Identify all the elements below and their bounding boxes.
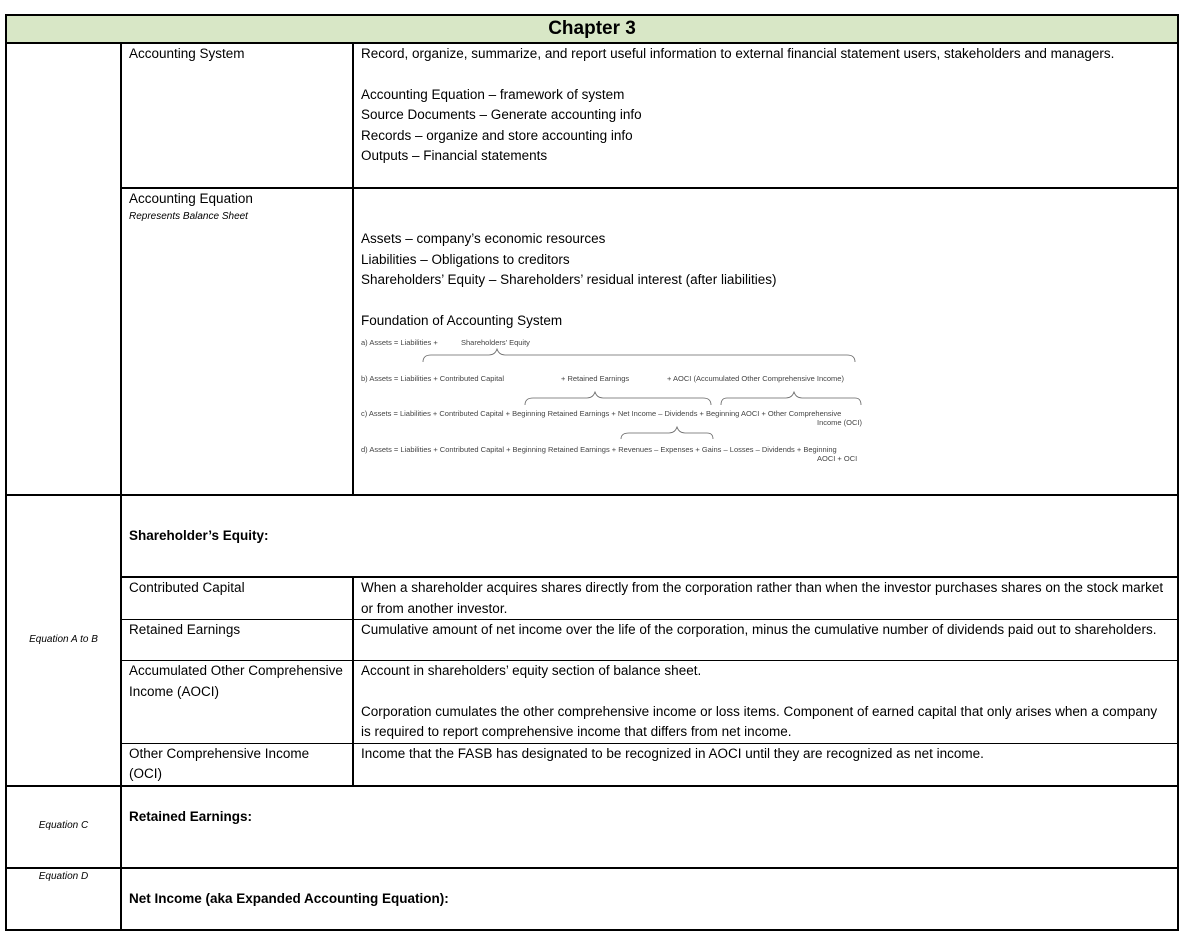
retained-earnings-heading-cell xyxy=(121,786,1178,868)
chapter-title: Chapter 3 xyxy=(6,15,1178,43)
diagram-line-d: d) Assets = Liabilities + Contributed Capital + Beginning Retained Earnings + Revenues – Expenses + Gains – Losses – Dividends + Beginning xyxy=(361,445,837,454)
retained-earnings-heading: Retained Earnings: xyxy=(129,808,253,824)
diagram-line-c-tail: Income (OCI) xyxy=(817,418,863,427)
diagram-line-c: c) Assets = Liabilities + Contributed Capital + Beginning Retained Earnings + Net Income – Dividends + Beginning AOCI + Other Comprehensive xyxy=(361,409,842,418)
system-component-item: Records – organize and store accounting info xyxy=(361,127,633,143)
accounting-system-description: Record, organize, summarize, and report useful information to external financial statement users, stakeholders and managers. xyxy=(361,46,1115,61)
system-component-item: Accounting Equation – framework of system xyxy=(361,86,625,102)
diagram-brace-retained-earnings xyxy=(525,392,711,405)
aoci-term: Accumulated Other Comprehensive Income (AOCI) xyxy=(121,661,353,744)
foundation-heading: Foundation of Accounting System xyxy=(361,312,563,328)
system-component-item: Outputs – Financial statements xyxy=(361,148,548,163)
diagram-line-d-tail: AOCI + OCI xyxy=(817,454,858,463)
diagram-brace-net-income xyxy=(621,427,713,439)
diagram-brace-equity xyxy=(423,349,855,362)
net-income-heading-cell xyxy=(121,868,1178,930)
aoci-definition xyxy=(353,661,1178,744)
accounting-equation-diagram xyxy=(361,335,881,470)
accounting-equation-subtitle: Represents Balance Sheet xyxy=(129,210,248,222)
equation-element-item: Liabilities – Obligations to creditors xyxy=(361,251,570,267)
aoci-definition-line: Account in shareholders’ equity section of balance sheet. xyxy=(361,663,702,678)
shareholders-equity-heading-cell xyxy=(121,495,1178,577)
blank-side-cell xyxy=(6,43,121,495)
diagram-line-b: b) Assets = Liabilities + Contributed Capital xyxy=(361,374,504,383)
shareholders-equity-heading: Shareholder’s Equity: xyxy=(129,527,269,543)
accounting-system-term: Accounting System xyxy=(121,43,353,188)
side-label-equation-a-to-b: Equation A to B xyxy=(6,495,121,786)
diagram-line-b-aoci: + AOCI (Accumulated Other Comprehensive Income) xyxy=(667,374,844,383)
oci-term: Other Comprehensive Income (OCI) xyxy=(121,743,353,786)
retained-earnings-term: Retained Earnings xyxy=(121,620,353,661)
notes-sheet xyxy=(5,14,1177,931)
diagram-line-a: a) Assets = Liabilities + xyxy=(361,338,438,347)
contributed-capital-definition: When a shareholder acquires shares directly from the corporation rather than when the investor purchases shares on the stock market or from another investor. xyxy=(353,577,1178,620)
notes-table xyxy=(5,14,1179,931)
oci-definition: Income that the FASB has designated to be recognized in AOCI until they are recognized as net income. xyxy=(353,743,1178,786)
contributed-capital-term: Contributed Capital xyxy=(121,577,353,620)
diagram-brace-aoci xyxy=(721,392,861,405)
side-label-equation-c: Equation C xyxy=(6,786,121,868)
equation-element-item: Assets – company’s economic resources xyxy=(361,231,606,246)
diagram-line-b-re: + Retained Earnings xyxy=(561,374,630,383)
retained-earnings-definition: Cumulative amount of net income over the life of the corporation, minus the cumulative number of dividends paid out to shareholders. xyxy=(353,620,1178,661)
side-label-equation-d: Equation D xyxy=(6,868,121,930)
accounting-equation-term-cell xyxy=(121,188,353,495)
accounting-equation-term: Accounting Equation xyxy=(129,191,253,206)
net-income-heading: Net Income (aka Expanded Accounting Equation): xyxy=(129,890,449,906)
diagram-line-a-equity: Shareholders’ Equity xyxy=(461,338,530,347)
accounting-equation-definition xyxy=(353,188,1178,495)
accounting-system-definition xyxy=(353,43,1178,188)
system-component-item: Source Documents – Generate accounting info xyxy=(361,107,642,122)
aoci-definition-line: Corporation cumulates the other comprehensive income or loss items. Component of earned capital that only arises when a company is required to report comprehensive income that differs from net income. xyxy=(361,703,1158,739)
equation-element-item: Shareholders’ Equity – Shareholders’ residual interest (after liabilities) xyxy=(361,272,777,287)
